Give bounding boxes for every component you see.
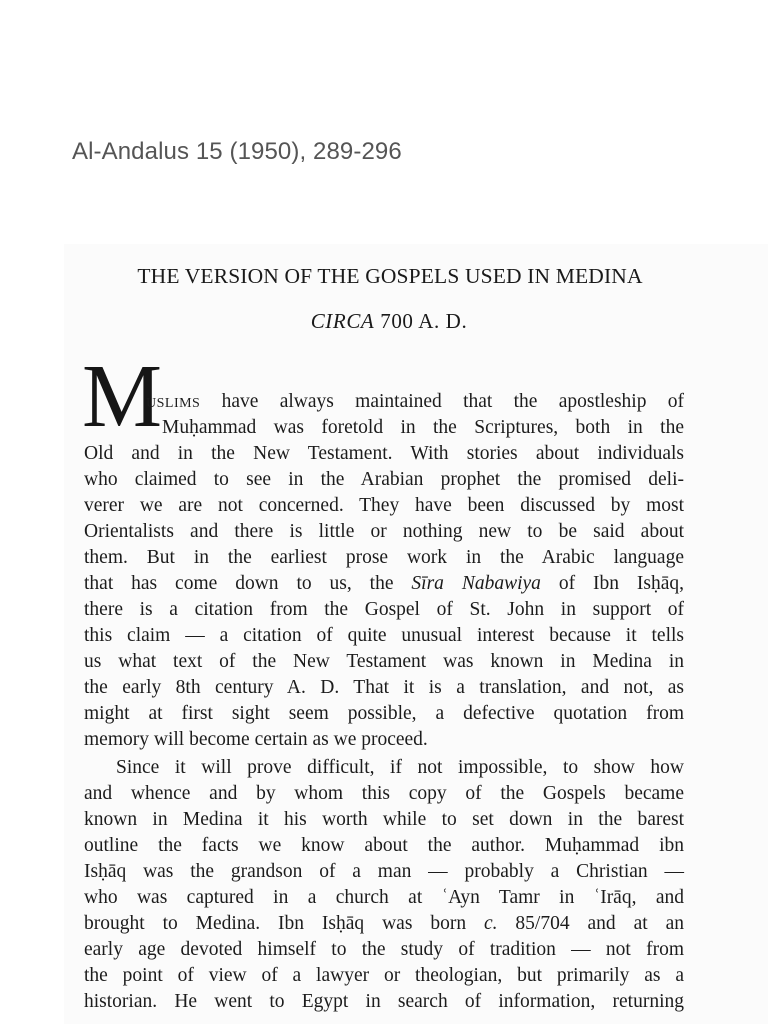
circa-abbrev: c.: [483, 913, 498, 934]
paragraph-1-line-4: who claimed to see in the Arabian prophet the promised deli-: [84, 469, 684, 490]
line7-post: 85/704 and at an: [497, 913, 684, 934]
article-title: THE VERSION OF THE GOSPELS USED IN MEDINA: [137, 264, 643, 288]
paragraph-2-line-5: Isḥāq was the grandson of a man — probably a Christian —: [84, 861, 684, 882]
paragraph-2-line-2: and whence and by whom this copy of the Gospels became: [84, 783, 684, 804]
first-line-rest: have always maintained that the apostleship of: [200, 391, 684, 412]
paragraph-1-line-9: there is a citation from the Gospel of St. John in support of: [84, 599, 684, 620]
paragraph-1-line-13: might at first sight seem possible, a defective quotation from: [84, 703, 684, 724]
paragraph-1-line-3: Old and in the New Testament. With stories about individuals: [84, 443, 684, 464]
line8-post: of Ibn Isḥāq,: [540, 573, 685, 594]
paragraph-1-line-6: Orientalists and there is little or nothing new to be said about: [84, 521, 684, 542]
paragraph-2-line-10: historian. He went to Egypt in search of information, returning: [84, 991, 684, 1012]
citation-header: Al-Andalus 15 (1950), 289-296: [72, 138, 402, 165]
paragraph-1-line-7: them. But in the earliest prose work in the Arabic language: [84, 547, 684, 568]
paragraph-1-line-11: us what text of the New Testament was known in Medina in: [84, 651, 684, 672]
sira-nabawiya-title: Sīra Nabawiya: [411, 573, 541, 594]
paragraph-1-line-8: [84, 571, 684, 597]
first-word-smallcaps: uslims: [146, 391, 201, 412]
paragraph-1-line-5: verer we are not concerned. They have been discussed by most: [84, 495, 684, 516]
title-circa: CIRCA: [310, 309, 375, 333]
drop-cap: M: [82, 347, 163, 446]
paragraph-2-line-3: known in Medina it his worth while to set down in the barest: [84, 809, 684, 830]
paragraph-1-line-10: this claim — a citation of quite unusual interest because it tells: [84, 625, 684, 646]
title-date: 700 A. D.: [380, 309, 468, 333]
paragraph-1-line-2: Muḥammad was foretold in the Scriptures, both in the: [162, 417, 684, 438]
paragraph-1-line-1: [146, 389, 684, 415]
line7-pre: brought to Medina. Ibn Isḥāq was born: [84, 913, 484, 934]
paragraph-2-line-7: [84, 911, 684, 937]
paragraph-2-line-6: who was captured in a church at ʿAyn Tamr in ʿIrāq, and: [84, 887, 684, 908]
paragraph-2-line-8: early age devoted himself to the study of tradition — not from: [84, 939, 684, 960]
article-title-date: [0, 309, 768, 334]
paragraph-2-line-9: the point of view of a lawyer or theologian, but primarily as a: [84, 965, 684, 986]
line8-pre: that has come down to us, the: [84, 573, 412, 594]
paragraph-1-line-12: the early 8th century A. D. That it is a translation, and not, as: [84, 677, 684, 698]
paragraph-2-line-4: outline the facts we know about the author. Muḥammad ibn: [84, 835, 684, 856]
paragraph-1-line-14: memory will become certain as we proceed.: [84, 729, 428, 750]
paragraph-2-line-1: Since it will prove difficult, if not impossible, to show how: [116, 757, 684, 778]
